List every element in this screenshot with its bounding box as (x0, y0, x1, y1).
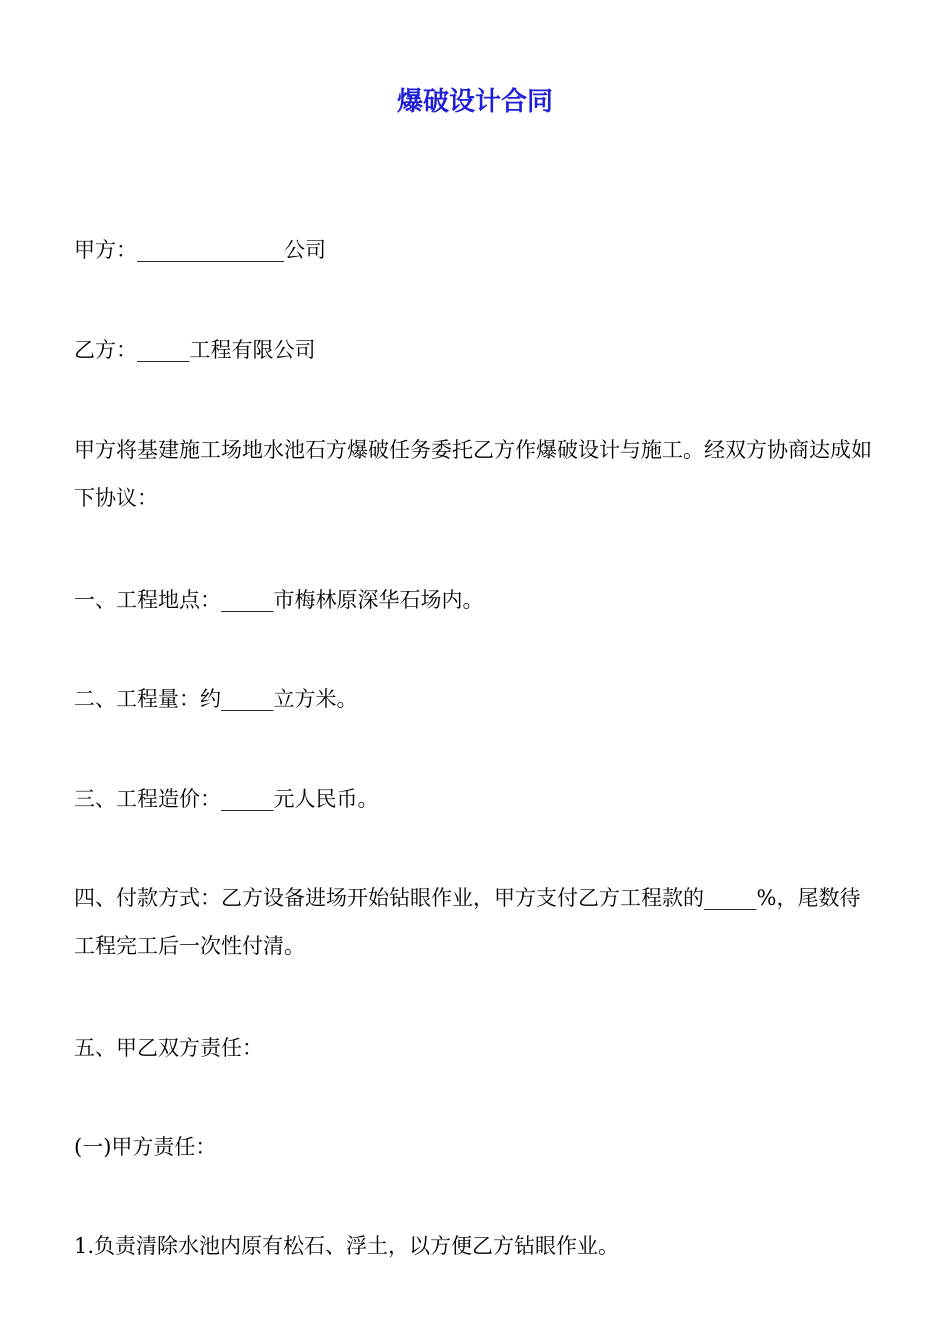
clause-quantity: 二、工程量：约_____立方米。 (74, 687, 358, 711)
clause-location: 一、工程地点：_____市梅林原深华石场内。 (74, 588, 484, 612)
clause-responsibilities: 五、甲乙双方责任： (74, 1036, 263, 1060)
clause-payment: 四、付款方式：乙方设备进场开始钻眼作业，甲方支付乙方工程款的_____%，尾数待工程完工后一次性付清。 (74, 886, 861, 958)
party-b-line: 乙方：_____工程有限公司 (74, 338, 316, 362)
party-a-line: 甲方：______________公司 (74, 238, 326, 262)
party-a-responsibilities-heading: (一)甲方责任： (74, 1135, 217, 1159)
intro-paragraph: 甲方将基建施工场地水池石方爆破任务委托乙方作爆破设计与施工。经双方协商达成如下协议： (74, 438, 872, 510)
clause-cost: 三、工程造价：_____元人民币。 (74, 787, 379, 811)
responsibility-item-1: 1.负责清除水池内原有松石、浮土，以方便乙方钻眼作业。 (74, 1234, 620, 1258)
document-title: 爆破设计合同 (396, 87, 553, 117)
